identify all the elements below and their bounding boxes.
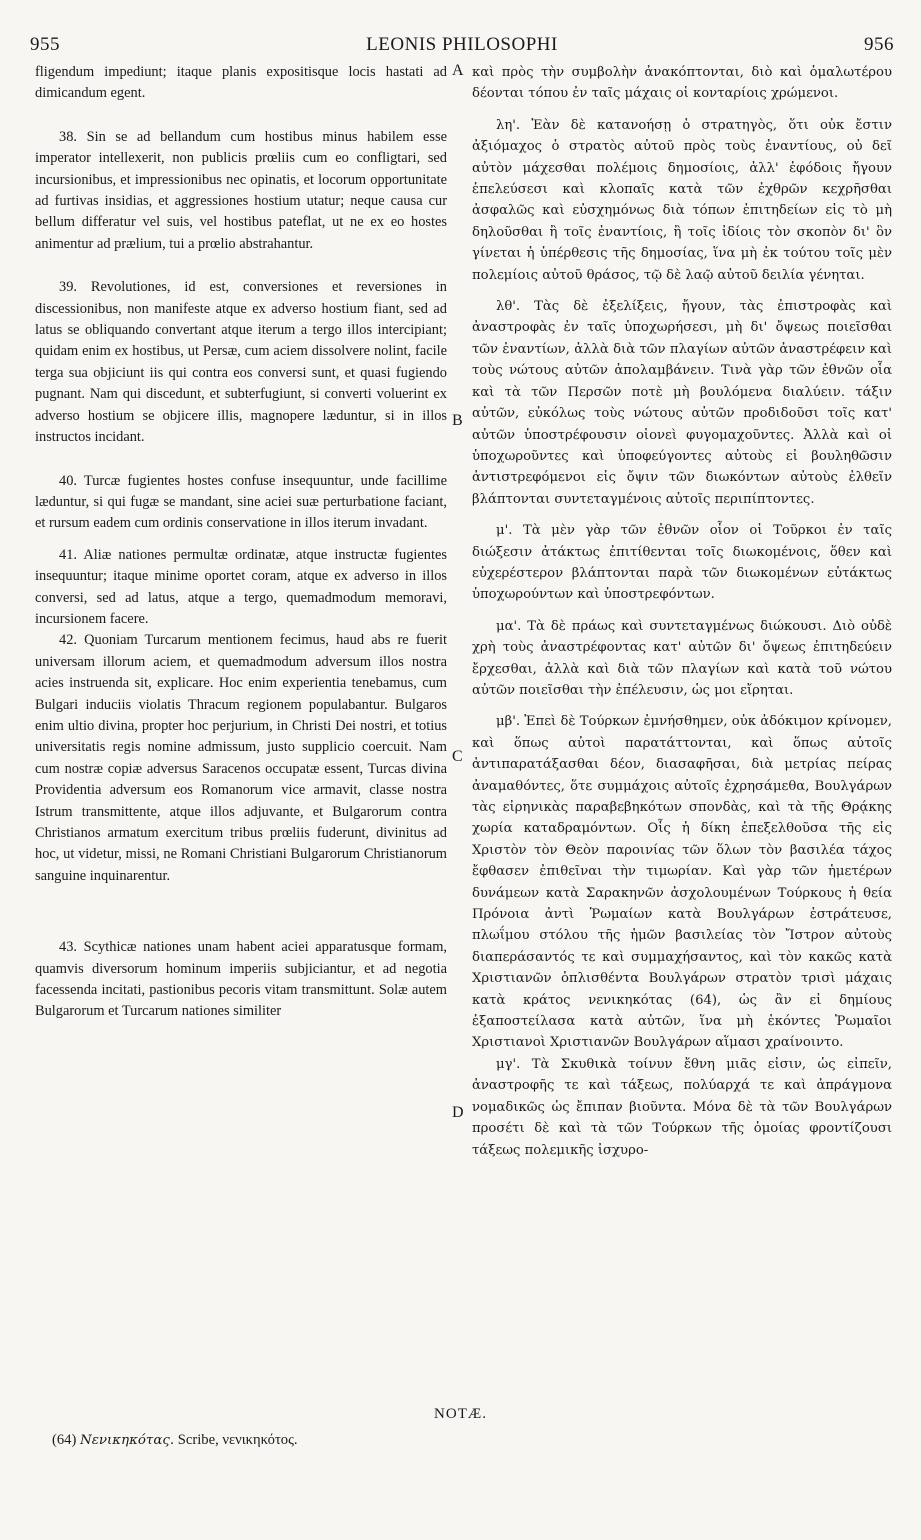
greek-column [472, 62, 892, 1161]
greek-paragraph-38: λη'. Ἐὰν δὲ κατανοήσῃ ὁ στρατηγὸς, ὅτι οὐκ ἔστιν ἀξιόμαχος ὁ στρατὸς αὐτοῦ πρὸς τοὺς ἐναντίους, οὐ δεῖ αὐτὸν μάχεσθαι πολέμοις δημοσίοις, ἀλλ' ἐφόδοις ἤγουν ἐπελεύσεσι καὶ κλοπαῖς κατὰ τῶν ἐχθρῶν κεχρῆσθαι ἀσφαλῶς καὶ εὐσχημόνως διὰ τόπων ἐπιτηδείων εἰς τὸ μὴ δηλοῦσθαι ἢ τοῖς ἐναντίοις, ἢ τοῖς ἰδίοις τὸν σκοπὸν δι' ὃν γίνεται ἡ ὑπέρθεσις τῆς δημοσίας, ἵνα μὴ ἐκ τούτου τοῖς μὲν πολεμίοις αὐτοῦ θράσος, τῷ δὲ λαῷ αὐτοῦ δειλία γένηται. [472, 117, 892, 283]
greek-paragraph-40: μ'. Τὰ μὲν γὰρ τῶν ἐθνῶν οἷον οἱ Τοῦρκοι ἐν ταῖς διώξεσιν ἀτάκτως ἐπιτίθενται τοῖς διωκομένοις, ὅθεν καὶ εὐχερέστερον βλάπτονται παρὰ τῶν διωκομένων εὐτάκτως ὑποχωρούντων καὶ ὑποστρεφόντων. [472, 523, 892, 603]
latin-paragraph-41: 41. Aliæ nationes permultæ ordinatæ, atque instructæ fugientes insequuntur; itaque minime oportet coram, atque ex adverso in illos conversi, sed ad latus, atque a tergo, quemadmodum memoravi, incursionem facere. [35, 546, 447, 627]
page-header [30, 34, 894, 58]
footnote-text: Scribe, νενικηκότος. [177, 1432, 298, 1448]
page-number-right: 956 [864, 34, 894, 55]
latin-paragraph-37-cont: fligendum impediunt; itaque planis expositisque locis hastati ad dimicandum egent. [35, 64, 447, 102]
greek-paragraph-37-cont: καὶ πρὸς τὴν συμβολὴν ἀνακόπτονται, διὸ καὶ ὁμαλωτέρου δέονται τόπου ἐν ταῖς μάχαις οἱ κονταρίοις χρώμενοι. [472, 65, 892, 102]
footnote-number: (64) [52, 1432, 77, 1448]
latin-paragraph-43: 43. Scythicæ nationes unam habent aciei apparatusque formam, quamvis diversorum hominum imperiis subjiciantur, et ad negotia facessenda incitati, pastionibus pecoris vitam transmittunt. Solæ autem Bulgarorum et Turcarum nationes similiter [35, 939, 447, 1020]
margin-marker-a: A [452, 62, 464, 79]
latin-paragraph-42: 42. Quoniam Turcarum mentionem fecimus, haud abs re fuerit universam illorum aciem, et quemadmodum adversum illos nostra acies instruenda sit, explicare. Hoc enim experientia tenebamus, cum Bulgari induciis violatis Thracum regionem populabantur. Bulgaros enim ultio divina, propter hoc perjurium, in Christi Dei nostri, et totius universitatis regis nomine admissum, justo supplicio coercuit. Nam cum nostræ copiæ adversus Saracenos occupatæ essent, Turcas divina Providentia adversum eos Romanorum vice armavit, classe nostra Istrum transmittente, atque illos adjuvante, et Bulgarorum contra Christianos armatum exercitum tribus prœliis fuderunt, divinitus ad hoc, ut videtur, missi, ne Romani Christiani Bulgarorum Christianorum sanguine inquinarentur. [35, 632, 447, 884]
latin-paragraph-40: 40. Turcæ fugientes hostes confuse insequuntur, unde facillime læduntur, si qui fugæ se mandant, sine aciei suæ perturbatione faciant, et rursum eadem cum ordinis conservatione in illos iterum invadant. [35, 472, 447, 532]
latin-paragraph-38: 38. Sin se ad bellandum cum hostibus minus habilem esse imperator intellexerit, non publicis prœliis cum eo confligtari, sed incursionibus, et impressionibus nec opinatis, et locorum opportunitate ad furtivas insidias, et aggressiones hostium utatur; neque causa cur bellum differatur vel suis, vel hostibus pateflat, ut ne ex eo hostes animentur ad prælium, tui a prœlio abstrahantur. [35, 128, 447, 252]
footnote [52, 1432, 872, 1449]
greek-paragraph-42: μβ'. Ἐπεὶ δὲ Τούρκων ἐμνήσθημεν, οὐκ ἀδόκιμον κρίνομεν, καὶ ὅπως αὐτοὶ παρατάττονται, καὶ ὅπως αὐτοῖς ἀντιπαρατάξασθαι δέον, διασαφῆσαι, διὰ μετρίας πείρας ἀναμαθόντες, ὅτε συμμάχοις αὐτοῖς ἐχρησάμεθα, Βουλγάρων τὰς εἰρηνικὰς παραβεβηκότων σπονδὰς, καὶ τὰ τῆς Θρᾴκης χωρία καταδραμόντων. Οἷς ἡ δίκη ἐπεξελθοῦσα τῆς εἰς Χριστὸν τὸν Θεὸν παροινίας τῶν ὅλων τὸν βασιλέα τάχος ἔφθασεν ἐπιθεῖναι τὴν τιμωρίαν. Καὶ γὰρ τῶν ἡμετέρων δυνάμεων κατὰ Σαρακηνῶν ἀσχολουμένων Τούρκους ἡ θεία Πρόνοια ἀντὶ Ῥωμαίων κατὰ Βουλγάρων ἐστράτευσε, πλωΐμου στόλου τῆς ἡμῶν βασιλείας τὸν Ἴστρον αὐτοὺς διαπεράσαντός τε καὶ συμμαχήσαντος, καὶ τὸν κακῶς κατὰ Χριστιανῶν ὁπλισθέντα Βουλγάρων στρατὸν τρισὶ μάχαις κατὰ κράτος νενικηκότας (64), ὡς ἂν εἰ δημίους ἐξαποστείλασα κατὰ αὐτῶν, ἵνα μὴ ἑκόντες Ῥωμαῖοι Χριστιανοὶ Χριστιανῶν Βουλγάρων αἵμασι χραίνοιντο. [472, 714, 892, 1051]
greek-paragraph-43: μγ'. Τὰ Σκυθικὰ τοίνυν ἔθνη μιᾶς εἰσιν, ὡς εἰπεῖν, ἀναστροφῆς τε καὶ τάξεως, πολύαρχά τε καὶ ἀπράγμονα νομαδικῶς ὡς ἔπιπαν βιοῦντα. Μόνα δὲ τὰ τῶν Βουλγάρων προσέτι δὲ καὶ τὰ τῶν Τούρκων τῆς ὁμοίας φροντίζουσι τάξεως πολεμικῆς ἰσχυρο- [472, 1056, 892, 1158]
footnote-lemma: Νενικηκότας. [79, 1433, 175, 1448]
margin-marker-b: B [452, 412, 463, 429]
latin-paragraph-39: 39. Revolutiones, id est, conversiones et reversiones in discessionibus, non manifeste atque ex adverso hostium fiant, sed ad latus se obliquando convertant atque iterum a tergo illos intercipiant; quidam enim ex hostibus, ut Persæ, cum aciem dissolvere nolint, facile terga sua objiciunt iis qui contra eos conversi sunt, et quasi fugiendo pugnant. Nam qui discedunt, et subterfugiunt, si converti voluerint ex adverso hostium se objicere illis, magnopere læduntur, si in illos instructos incidant. [35, 279, 447, 446]
margin-marker-c: C [452, 748, 463, 765]
running-title: LEONIS PHILOSOPHI [366, 34, 558, 55]
latin-column [35, 62, 447, 1023]
margin-marker-d: D [452, 1104, 464, 1121]
greek-paragraph-39: λθ'. Τὰς δὲ ἐξελίξεις, ἤγουν, τὰς ἐπιστροφὰς καὶ ἀναστροφὰς ἐν ταῖς ὑποχωρήσεσι, μὴ δι' ὄψεως ποιεῖσθαι τῶν ἐναντίων, ἀλλὰ διὰ τῶν πλαγίων αὐτῶν ἀναστρέφειν καὶ τοὺς νώτους αὐτῶν ἀπολαμβάνειν. Τινὰ γὰρ τῶν ἐθνῶν οἷα καὶ τὰ τῶν Περσῶν ποτὲ μὴ βουλόμενα διαλύειν. τάξιν αὐτῶν, εὐκόλως τοὺς νώτους αὐτῶν προδιδοῦσι τοῖς κατ' αὐτῶν ὑποστρέφουσιν οἱονεὶ φυγομαχοῦντες. Ἀλλὰ καὶ οἱ ὑποχωροῦντες καὶ ὑποφεύγοντες αὐτοὺς εἰ βουληθῶσιν ἀντιστρεφόμενοι εἰς ὄψιν τῶν διωκόντων αὐτοὺς ἐλθεῖν βλάπτονται συντεταγμένοις αὐτοῖς περιπίπτοντες. [472, 299, 892, 507]
notes-title: NOTÆ. [434, 1406, 487, 1422]
page-number-left: 955 [30, 34, 60, 55]
greek-paragraph-41: μα'. Τὰ δὲ πράως καὶ συντεταγμένως διώκουσι. Διὸ οὐδὲ χρὴ τοὺς ἀναστρέφοντας κατ' αὐτῶν δι' ὄψεως ἐπιτηδεύειν ἔρχεσθαι, ἀλλὰ καὶ διὰ τῶν πλαγίων καὶ κατὰ τοῦ νώτου αὐτῶν ποιεῖσθαι τὴν ἐπέλευσιν, ὡς μοι εἴρηται. [472, 618, 892, 698]
